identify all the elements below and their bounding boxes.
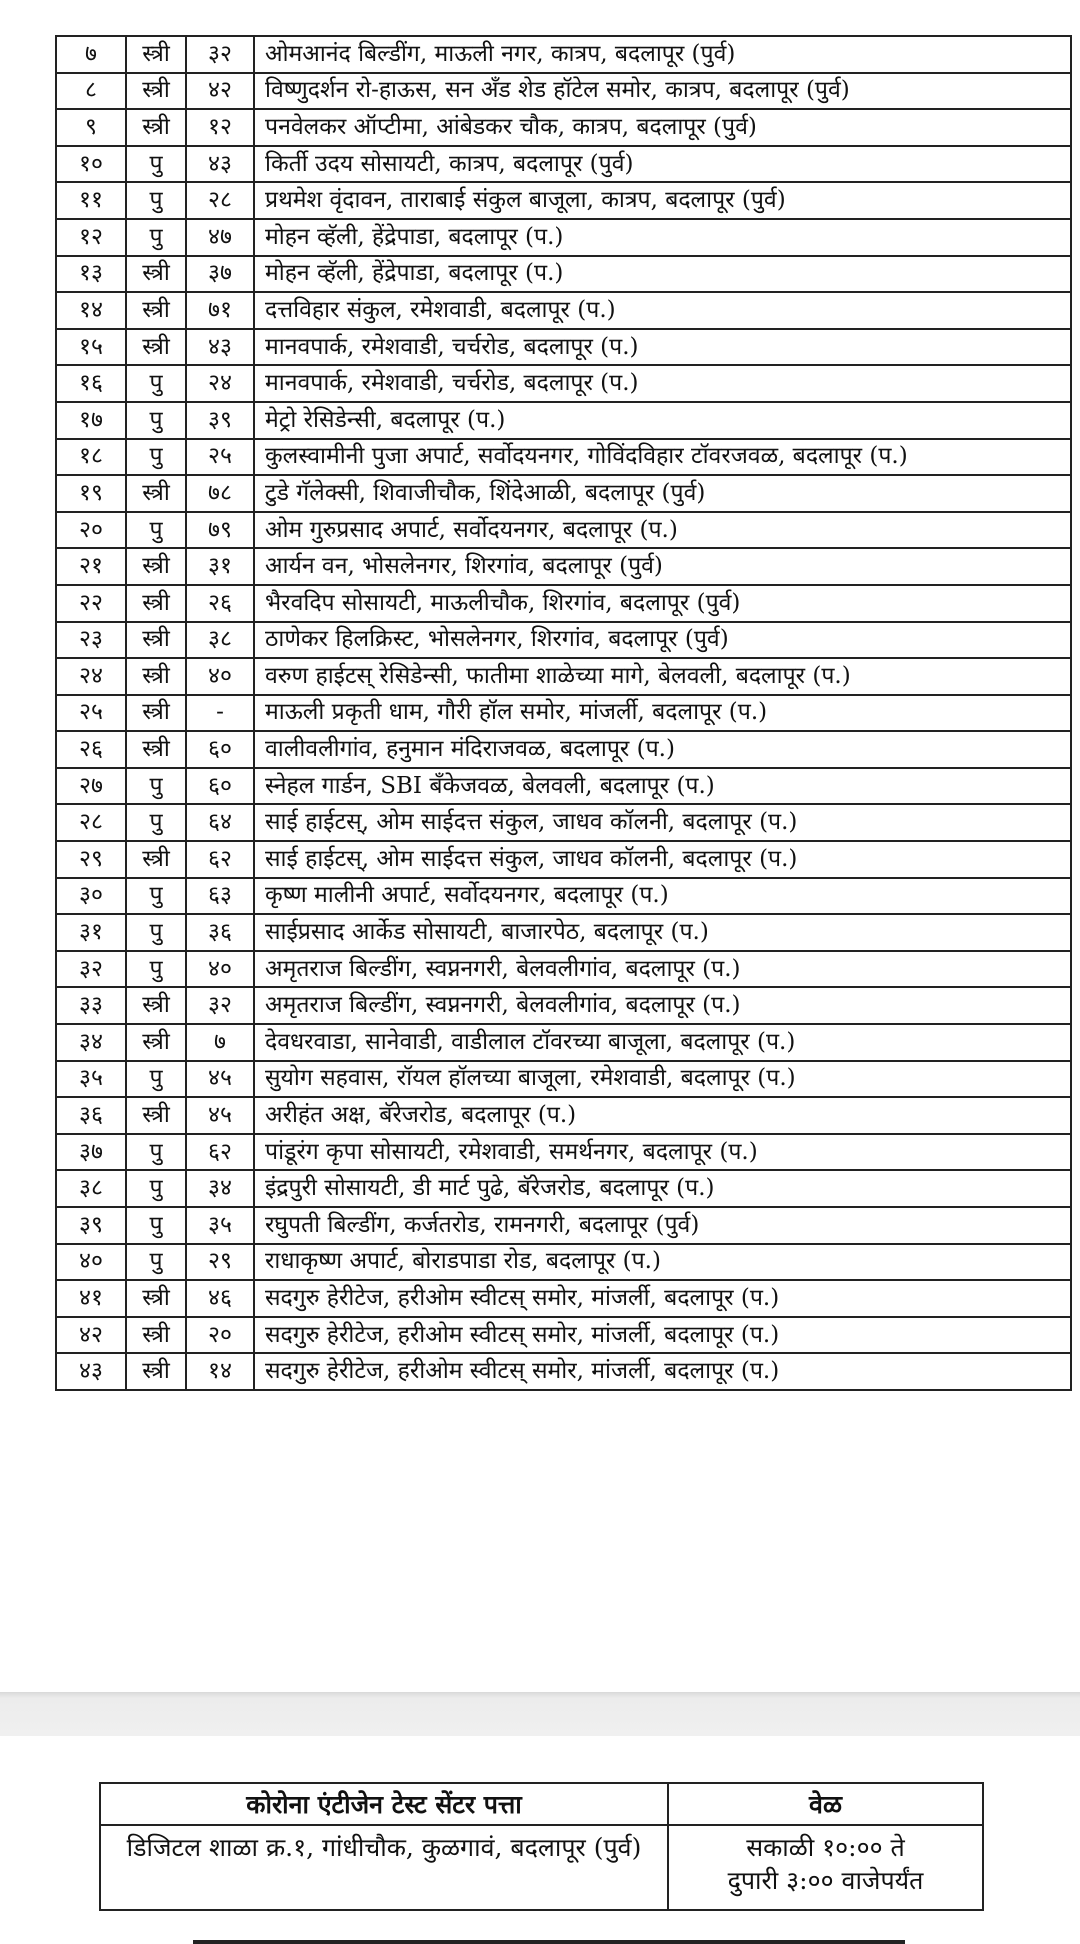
row-number: ३८: [56, 1170, 126, 1207]
row-age: ७८: [186, 475, 254, 512]
row-age: १४: [186, 1353, 254, 1390]
row-age: ४७: [186, 219, 254, 256]
row-age: ३४: [186, 1170, 254, 1207]
table-row: [56, 804, 1071, 841]
row-gender: स्त्री: [126, 585, 186, 622]
row-number: २४: [56, 658, 126, 695]
table-row: [56, 548, 1071, 585]
row-age: ४०: [186, 658, 254, 695]
row-age: ६२: [186, 1134, 254, 1171]
row-address: आर्यन वन, भोसलेनगर, शिरगांव, बदलापूर (पुर्व): [254, 548, 1071, 585]
row-age: ३१: [186, 548, 254, 585]
page-gap: [0, 1692, 1080, 1736]
row-gender: स्त्री: [126, 548, 186, 585]
table-row: [56, 878, 1071, 915]
row-gender: पु: [126, 1134, 186, 1171]
row-age: ७: [186, 1024, 254, 1061]
row-age: ६२: [186, 841, 254, 878]
table-row: [56, 146, 1071, 183]
row-gender: पु: [126, 804, 186, 841]
table-row: [56, 219, 1071, 256]
patient-address-table: [55, 35, 1072, 1391]
row-age: ६४: [186, 804, 254, 841]
row-gender: स्त्री: [126, 109, 186, 146]
table-row: [56, 1207, 1071, 1244]
row-address: कुलस्वामीनी पुजा अपार्ट, सर्वोदयनगर, गोविंदविहार टॉवरजवळ, बदलापूर (प.): [254, 439, 1071, 476]
row-address: इंद्रपुरी सोसायटी, डी मार्ट पुढे, बॅरेजरोड, बदलापूर (प.): [254, 1170, 1071, 1207]
row-age: २६: [186, 585, 254, 622]
test-center-address-header: कोरोना एंटीजेन टेस्ट सेंटर पत्ता: [100, 1783, 668, 1825]
row-address: साईप्रसाद आर्केड सोसायटी, बाजारपेठ, बदलापूर (प.): [254, 914, 1071, 951]
row-number: १९: [56, 475, 126, 512]
row-address: कृष्ण मालीनी अपार्ट, सर्वोदयनगर, बदलापूर (प.): [254, 878, 1071, 915]
table-row: [56, 768, 1071, 805]
row-address: सुयोग सहवास, रॉयल हॉलच्या बाजूला, रमेशवाडी, बदलापूर (प.): [254, 1061, 1071, 1098]
table-row: [56, 1134, 1071, 1171]
row-gender: पु: [126, 914, 186, 951]
table-row: [56, 439, 1071, 476]
row-gender: स्त्री: [126, 329, 186, 366]
row-gender: पु: [126, 439, 186, 476]
row-number: ११: [56, 182, 126, 219]
row-number: ३२: [56, 951, 126, 988]
row-number: ८: [56, 73, 126, 110]
row-age: ३८: [186, 622, 254, 659]
row-address: किर्ती उदय सोसायटी, कात्रप, बदलापूर (पुर्व): [254, 146, 1071, 183]
row-age: २९: [186, 1244, 254, 1281]
row-gender: स्त्री: [126, 1024, 186, 1061]
row-number: ३७: [56, 1134, 126, 1171]
row-address: मानवपार्क, रमेशवाडी, चर्चरोड, बदलापूर (प.): [254, 329, 1071, 366]
row-number: २१: [56, 548, 126, 585]
next-table-top-border: [193, 1940, 905, 1944]
row-age: ३९: [186, 402, 254, 439]
row-address: वरुण हाईटस् रेसिडेन्सी, फातीमा शाळेच्या मागे, बेलवली, बदलापूर (प.): [254, 658, 1071, 695]
table-row: [56, 1317, 1071, 1354]
row-address: देवधरवाडा, सानेवाडी, वाडीलाल टॉवरच्या बाजूला, बदलापूर (प.): [254, 1024, 1071, 1061]
row-gender: पु: [126, 182, 186, 219]
test-center-time-line2: दुपारी ३:०० वाजेपर्यंत: [727, 1865, 924, 1895]
row-address: अमृतराज बिल्डींग, स्वप्ननगरी, बेलवलीगांव, बदलापूर (प.): [254, 987, 1071, 1024]
row-age: ३५: [186, 1207, 254, 1244]
row-address: अरीहंत अक्ष, बॅरेजरोड, बदलापूर (प.): [254, 1097, 1071, 1134]
row-address: मानवपार्क, रमेशवाडी, चर्चरोड, बदलापूर (प.): [254, 365, 1071, 402]
row-number: २३: [56, 622, 126, 659]
row-number: २०: [56, 512, 126, 549]
row-age: ४२: [186, 73, 254, 110]
table-row: [56, 256, 1071, 293]
row-number: ४०: [56, 1244, 126, 1281]
table-row: [56, 402, 1071, 439]
row-gender: स्त्री: [126, 658, 186, 695]
row-number: १६: [56, 365, 126, 402]
table-row: [56, 182, 1071, 219]
row-number: १२: [56, 219, 126, 256]
row-number: ९: [56, 109, 126, 146]
table-row: [56, 329, 1071, 366]
table-row: [56, 109, 1071, 146]
row-age: ६३: [186, 878, 254, 915]
row-address: पनवेलकर ऑप्टीमा, आंबेडकर चौक, कात्रप, बदलापूर (पुर्व): [254, 109, 1071, 146]
test-center-time-line1: सकाळी १०:०० ते: [746, 1833, 905, 1862]
row-gender: पु: [126, 1170, 186, 1207]
row-gender: स्त्री: [126, 1353, 186, 1390]
row-gender: स्त्री: [126, 695, 186, 732]
table-row: [56, 292, 1071, 329]
document-page-2: [0, 1736, 1080, 1944]
row-number: २८: [56, 804, 126, 841]
row-address: मोहन व्हॅली, हेंद्रेपाडा, बदलापूर (प.): [254, 219, 1071, 256]
row-number: १४: [56, 292, 126, 329]
table-row: [56, 36, 1071, 73]
row-number: २७: [56, 768, 126, 805]
row-number: २९: [56, 841, 126, 878]
row-address: सदगुरु हेरीटेज, हरीओम स्वीटस् समोर, मांजर्ली, बदलापूर (प.): [254, 1353, 1071, 1390]
table-row: [56, 987, 1071, 1024]
table-row: [56, 365, 1071, 402]
table-row: [56, 1280, 1071, 1317]
row-number: ७: [56, 36, 126, 73]
row-gender: पु: [126, 1061, 186, 1098]
row-address: स्नेहल गार्डन, SBI बँकेजवळ, बेलवली, बदलापूर (प.): [254, 768, 1071, 805]
row-gender: स्त्री: [126, 841, 186, 878]
row-age: ७१: [186, 292, 254, 329]
row-gender: स्त्री: [126, 1097, 186, 1134]
row-address: प्रथमेश वृंदावन, ताराबाई संकुल बाजूला, कात्रप, बदलापूर (पुर्व): [254, 182, 1071, 219]
row-address: भैरवदिप सोसायटी, माऊलीचौक, शिरगांव, बदलापूर (पुर्व): [254, 585, 1071, 622]
row-number: १५: [56, 329, 126, 366]
row-age: ४६: [186, 1280, 254, 1317]
row-gender: स्त्री: [126, 1280, 186, 1317]
test-center-time-header: वेळ: [668, 1783, 983, 1825]
row-address: रघुपती बिल्डींग, कर्जतरोड, रामनगरी, बदलापूर (पुर्व): [254, 1207, 1071, 1244]
table-row: [56, 914, 1071, 951]
row-gender: पु: [126, 365, 186, 402]
table-row: [56, 658, 1071, 695]
row-gender: स्त्री: [126, 731, 186, 768]
row-age: ४५: [186, 1097, 254, 1134]
patient-address-table-body: [56, 36, 1071, 1390]
row-number: ३६: [56, 1097, 126, 1134]
row-number: ३४: [56, 1024, 126, 1061]
row-age: ७९: [186, 512, 254, 549]
row-number: ३०: [56, 878, 126, 915]
row-address: टुडे गॅलेक्सी, शिवाजीचौक, शिंदेआळी, बदलापूर (पुर्व): [254, 475, 1071, 512]
row-age: ४५: [186, 1061, 254, 1098]
row-address: पांडूरंग कृपा सोसायटी, रमेशवाडी, समर्थनगर, बदलापूर (प.): [254, 1134, 1071, 1171]
table-row: [56, 1244, 1071, 1281]
row-gender: स्त्री: [126, 622, 186, 659]
row-number: ३३: [56, 987, 126, 1024]
table-row: [56, 841, 1071, 878]
row-gender: पु: [126, 219, 186, 256]
row-number: ३५: [56, 1061, 126, 1098]
test-center-address: डिजिटल शाळा क्र.१, गांधीचौक, कुळगावं, बदलापूर (पुर्व): [100, 1825, 668, 1910]
row-age: २०: [186, 1317, 254, 1354]
test-center-time: [668, 1825, 983, 1910]
row-address: साई हाईटस्, ओम साईदत्त संकुल, जाधव कॉलनी, बदलापूर (प.): [254, 841, 1071, 878]
test-center-table: [99, 1782, 984, 1911]
row-number: २२: [56, 585, 126, 622]
table-row: [56, 1170, 1071, 1207]
row-number: ३९: [56, 1207, 126, 1244]
row-age: ४०: [186, 951, 254, 988]
row-gender: स्त्री: [126, 1317, 186, 1354]
row-gender: पु: [126, 878, 186, 915]
row-address: मेट्रो रेसिडेन्सी, बदलापूर (प.): [254, 402, 1071, 439]
row-age: २४: [186, 365, 254, 402]
row-address: सदगुरु हेरीटेज, हरीओम स्वीटस् समोर, मांजर्ली, बदलापूर (प.): [254, 1317, 1071, 1354]
table-row: [56, 1024, 1071, 1061]
row-number: ४३: [56, 1353, 126, 1390]
row-address: सदगुरु हेरीटेज, हरीओम स्वीटस् समोर, मांजर्ली, बदलापूर (प.): [254, 1280, 1071, 1317]
row-age: ४३: [186, 329, 254, 366]
row-gender: स्त्री: [126, 73, 186, 110]
row-number: १८: [56, 439, 126, 476]
row-number: ४२: [56, 1317, 126, 1354]
row-address: विष्णुदर्शन रो-हाऊस, सन अँड शेड हॉटेल समोर, कात्रप, बदलापूर (पुर्व): [254, 73, 1071, 110]
row-gender: स्त्री: [126, 987, 186, 1024]
row-age: ४३: [186, 146, 254, 183]
row-age: ६०: [186, 731, 254, 768]
row-gender: पु: [126, 768, 186, 805]
table-row: [56, 1061, 1071, 1098]
row-age: ३६: [186, 914, 254, 951]
row-address: अमृतराज बिल्डींग, स्वप्ननगरी, बेलवलीगांव, बदलापूर (प.): [254, 951, 1071, 988]
row-gender: पु: [126, 512, 186, 549]
row-gender: पु: [126, 1244, 186, 1281]
table-row: [56, 1097, 1071, 1134]
test-center-header-row: [100, 1783, 983, 1825]
row-gender: पु: [126, 146, 186, 183]
table-row: [56, 512, 1071, 549]
row-age: ३२: [186, 987, 254, 1024]
row-gender: स्त्री: [126, 292, 186, 329]
row-address: वालीवलीगांव, हनुमान मंदिराजवळ, बदलापूर (प.): [254, 731, 1071, 768]
table-row: [56, 73, 1071, 110]
row-gender: पु: [126, 1207, 186, 1244]
table-row: [56, 695, 1071, 732]
row-gender: पु: [126, 402, 186, 439]
table-row: [56, 622, 1071, 659]
row-age: -: [186, 695, 254, 732]
row-address: ओम गुरुप्रसाद अपार्ट, सर्वोदयनगर, बदलापूर (प.): [254, 512, 1071, 549]
table-row: [56, 731, 1071, 768]
row-number: २६: [56, 731, 126, 768]
row-address: राधाकृष्ण अपार्ट, बोराडपाडा रोड, बदलापूर (प.): [254, 1244, 1071, 1281]
row-number: ३१: [56, 914, 126, 951]
table-row: [56, 1353, 1071, 1390]
row-age: ३७: [186, 256, 254, 293]
row-age: २८: [186, 182, 254, 219]
row-number: १७: [56, 402, 126, 439]
table-row: [56, 951, 1071, 988]
row-address: माऊली प्रकृती धाम, गौरी हॉल समोर, मांजर्ली, बदलापूर (प.): [254, 695, 1071, 732]
row-age: ३२: [186, 36, 254, 73]
row-address: साई हाईटस्, ओम साईदत्त संकुल, जाधव कॉलनी, बदलापूर (प.): [254, 804, 1071, 841]
row-address: ओमआनंद बिल्डींग, माऊली नगर, कात्रप, बदलापूर (पुर्व): [254, 36, 1071, 73]
row-age: १२: [186, 109, 254, 146]
row-gender: स्त्री: [126, 256, 186, 293]
row-number: १३: [56, 256, 126, 293]
row-gender: पु: [126, 951, 186, 988]
row-age: ६०: [186, 768, 254, 805]
table-row: [56, 585, 1071, 622]
test-center-row: [100, 1825, 983, 1910]
table-row: [56, 475, 1071, 512]
row-age: २५: [186, 439, 254, 476]
row-address: दत्तविहार संकुल, रमेशवाडी, बदलापूर (प.): [254, 292, 1071, 329]
row-number: ४१: [56, 1280, 126, 1317]
row-address: ठाणेकर हिलक्रिस्ट, भोसलेनगर, शिरगांव, बदलापूर (पुर्व): [254, 622, 1071, 659]
row-number: २५: [56, 695, 126, 732]
row-address: मोहन व्हॅली, हेंद्रेपाडा, बदलापूर (प.): [254, 256, 1071, 293]
row-number: १०: [56, 146, 126, 183]
row-gender: स्त्री: [126, 475, 186, 512]
row-gender: स्त्री: [126, 36, 186, 73]
